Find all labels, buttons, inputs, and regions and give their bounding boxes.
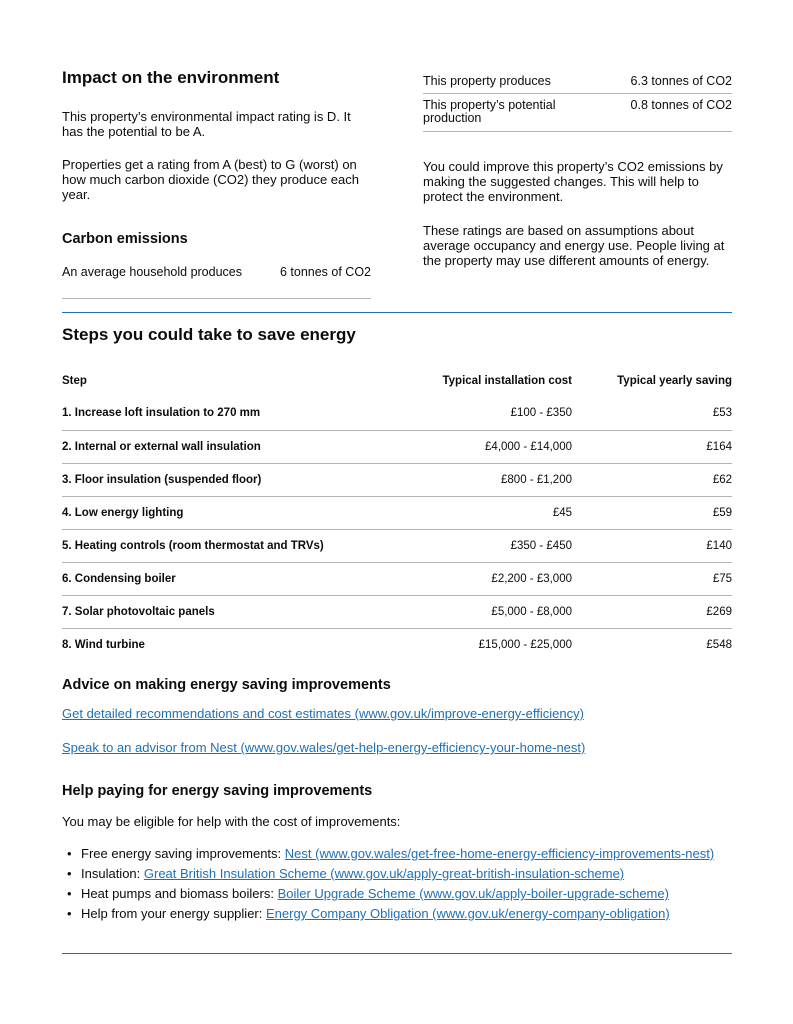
list-item: [62, 844, 714, 864]
nest-free-improvements-link[interactable]: Nest (www.gov.wales/get-free-home-energy-efficiency-improvements-nest): [284, 846, 715, 861]
help-item-label: Free energy saving improvements:: [81, 846, 282, 861]
energy-company-obligation-link[interactable]: Energy Company Obligation (www.gov.uk/energy-company-obligation): [265, 906, 670, 921]
great-british-insulation-link[interactable]: Great British Insulation Scheme (www.gov.uk/apply-great-british-insulation-scheme): [143, 866, 625, 881]
step-name: 7. Solar photovoltaic panels: [62, 605, 215, 618]
bullet-icon: •: [67, 846, 72, 861]
step-saving: £53: [712, 407, 732, 420]
table-row: [62, 529, 732, 562]
property-produces-label: This property produces: [423, 74, 551, 88]
help-paying-title: Help paying for energy saving improvements: [62, 783, 373, 799]
potential-production-row: [423, 99, 732, 132]
step-saving: £62: [712, 473, 732, 486]
step-name: 8. Wind turbine: [62, 638, 145, 651]
table-row: [62, 463, 732, 496]
step-saving: £140: [706, 539, 732, 552]
average-household-row: [62, 266, 371, 299]
improve-emissions-text: You could improve this property’s CO2 emissions by making the suggested changes. This will help to protect the environment.: [423, 159, 723, 204]
bottom-divider: [62, 953, 732, 954]
step-cost: £15,000 - £25,000: [478, 638, 572, 651]
table-row: [62, 397, 732, 430]
steps-table: [62, 364, 732, 661]
potential-production-label: This property’s potential production: [423, 98, 556, 125]
average-household-label: An average household produces: [62, 265, 242, 279]
bullet-icon: •: [67, 866, 72, 881]
property-produces-value: 6.3 tonnes of CO2: [630, 74, 732, 88]
table-row: [62, 430, 732, 463]
help-item-label: Heat pumps and biomass boilers:: [81, 886, 274, 901]
bullet-icon: •: [67, 906, 72, 921]
environment-rating-explanation: Properties get a rating from A (best) to G (worst) on how much carbon dioxide (CO2) they produce each year.: [62, 157, 359, 202]
table-row: [62, 595, 732, 628]
carbon-emissions-title: Carbon emissions: [62, 231, 188, 247]
step-saving: £164: [706, 440, 732, 453]
table-row: [62, 562, 732, 595]
table-row: [62, 496, 732, 529]
help-paying-intro: You may be eligible for help with the cost of improvements:: [62, 814, 401, 829]
step-name: 5. Heating controls (room thermostat and TRVs): [62, 539, 324, 552]
step-name: 3. Floor insulation (suspended floor): [62, 473, 262, 486]
list-item: [62, 884, 714, 904]
step-saving: £548: [706, 638, 732, 651]
step-saving: £75: [712, 572, 732, 585]
help-list: [62, 844, 714, 924]
step-name: 2. Internal or external wall insulation: [62, 440, 261, 453]
help-item-label: Insulation:: [81, 866, 141, 881]
property-produces-row: [423, 75, 732, 94]
environment-rating-text: This property’s environmental impact rating is D. It has the potential to be A.: [62, 109, 351, 139]
steps-table-header: [62, 364, 732, 397]
average-household-value: 6 tonnes of CO2: [279, 265, 371, 279]
step-cost: £100 - £350: [510, 407, 572, 420]
step-name: 4. Low energy lighting: [62, 506, 184, 519]
help-item-label: Help from your energy supplier:: [81, 906, 263, 921]
step-cost: £800 - £1,200: [501, 473, 572, 486]
step-cost: £5,000 - £8,000: [491, 605, 572, 618]
cost-column-header: Typical installation cost: [442, 374, 572, 387]
bullet-icon: •: [67, 886, 72, 901]
potential-production-value: 0.8 tonnes of CO2: [630, 98, 732, 112]
saving-column-header: Typical yearly saving: [617, 374, 732, 387]
step-name: 1. Increase loft insulation to 270 mm: [62, 407, 261, 420]
step-column-header: Step: [62, 374, 87, 387]
step-saving: £59: [712, 506, 732, 519]
environment-title: Impact on the environment: [62, 68, 280, 87]
advice-title: Advice on making energy saving improvements: [62, 677, 391, 693]
step-cost: £4,000 - £14,000: [485, 440, 572, 453]
step-cost: £2,200 - £3,000: [491, 572, 572, 585]
section-divider: [62, 312, 732, 313]
step-name: 6. Condensing boiler: [62, 572, 176, 585]
ratings-assumptions-text: These ratings are based on assumptions about average occupancy and energy use. People living at the property may use different amounts of energy.: [423, 223, 725, 268]
steps-title: Steps you could take to save energy: [62, 325, 356, 344]
list-item: [62, 864, 714, 884]
list-item: [62, 904, 714, 924]
step-saving: £269: [706, 605, 732, 618]
boiler-upgrade-scheme-link[interactable]: Boiler Upgrade Scheme (www.gov.uk/apply-boiler-upgrade-scheme): [277, 886, 669, 901]
improve-energy-efficiency-link[interactable]: Get detailed recommendations and cost estimates (www.gov.uk/improve-energy-efficiency): [62, 706, 584, 721]
table-row: [62, 628, 732, 661]
step-cost: £350 - £450: [510, 539, 572, 552]
nest-advisor-link[interactable]: Speak to an advisor from Nest (www.gov.wales/get-help-energy-efficiency-your-home-nest): [62, 740, 586, 755]
step-cost: £45: [552, 506, 572, 519]
